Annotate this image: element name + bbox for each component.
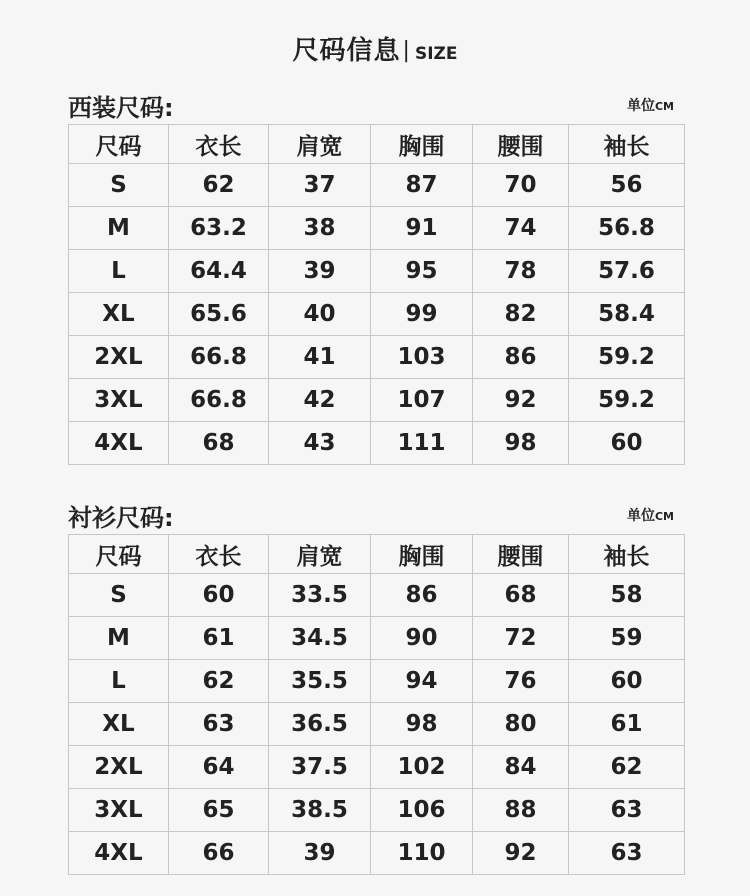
measurement-cell: 35.5 xyxy=(269,660,371,703)
measurement-cell: 74 xyxy=(473,207,569,250)
measurement-cell: 78 xyxy=(473,250,569,293)
size-label-cell: L xyxy=(69,660,169,703)
measurement-cell: 80 xyxy=(473,703,569,746)
table-row xyxy=(69,293,685,336)
size-label-cell: S xyxy=(69,164,169,207)
measurement-cell: 107 xyxy=(371,379,473,422)
measurement-cell: 76 xyxy=(473,660,569,703)
shirt-section-title: 衬衫尺码: xyxy=(68,504,174,532)
measurement-cell: 84 xyxy=(473,746,569,789)
measurement-cell: 64 xyxy=(169,746,269,789)
measurement-cell: 68 xyxy=(473,574,569,617)
measurement-cell: 62 xyxy=(569,746,685,789)
measurement-cell: 37 xyxy=(269,164,371,207)
table-header-row xyxy=(69,125,685,164)
column-header: 肩宽 xyxy=(269,125,371,164)
column-header: 胸围 xyxy=(371,535,473,574)
measurement-cell: 36.5 xyxy=(269,703,371,746)
table-row xyxy=(69,207,685,250)
measurement-cell: 106 xyxy=(371,789,473,832)
size-label-cell: S xyxy=(69,574,169,617)
page-title-en: SIZE xyxy=(414,44,458,64)
table-row xyxy=(69,617,685,660)
measurement-cell: 62 xyxy=(169,164,269,207)
measurement-cell: 41 xyxy=(269,336,371,379)
measurement-cell: 92 xyxy=(473,832,569,875)
measurement-cell: 63 xyxy=(569,789,685,832)
column-header: 尺码 xyxy=(69,535,169,574)
measurement-cell: 91 xyxy=(371,207,473,250)
measurement-cell: 63 xyxy=(569,832,685,875)
column-header: 尺码 xyxy=(69,125,169,164)
table-row xyxy=(69,789,685,832)
measurement-cell: 59.2 xyxy=(569,336,685,379)
measurement-cell: 86 xyxy=(473,336,569,379)
table-row xyxy=(69,574,685,617)
suit-section-header xyxy=(68,88,684,124)
measurement-cell: 98 xyxy=(473,422,569,465)
measurement-cell: 87 xyxy=(371,164,473,207)
measurement-cell: 103 xyxy=(371,336,473,379)
shirt-section-header xyxy=(68,498,684,534)
measurement-cell: 38 xyxy=(269,207,371,250)
table-row xyxy=(69,336,685,379)
shirt-size-table xyxy=(68,534,685,875)
measurement-cell: 111 xyxy=(371,422,473,465)
measurement-cell: 110 xyxy=(371,832,473,875)
size-label-cell: 2XL xyxy=(69,336,169,379)
measurement-cell: 98 xyxy=(371,703,473,746)
column-header: 袖长 xyxy=(569,125,685,164)
measurement-cell: 70 xyxy=(473,164,569,207)
column-header: 衣长 xyxy=(169,125,269,164)
column-header: 袖长 xyxy=(569,535,685,574)
column-header: 腰围 xyxy=(473,125,569,164)
shirt-size-section xyxy=(68,498,684,875)
measurement-cell: 82 xyxy=(473,293,569,336)
measurement-cell: 61 xyxy=(569,703,685,746)
measurement-cell: 66.8 xyxy=(169,379,269,422)
size-label-cell: 3XL xyxy=(69,789,169,832)
suit-unit-label xyxy=(627,95,674,115)
size-label-cell: 4XL xyxy=(69,832,169,875)
size-label-cell: M xyxy=(69,207,169,250)
measurement-cell: 39 xyxy=(269,832,371,875)
measurement-cell: 68 xyxy=(169,422,269,465)
unit-suffix: CM xyxy=(654,510,674,523)
table-row xyxy=(69,832,685,875)
measurement-cell: 99 xyxy=(371,293,473,336)
table-row xyxy=(69,164,685,207)
page-title xyxy=(0,30,750,67)
size-label-cell: L xyxy=(69,250,169,293)
measurement-cell: 34.5 xyxy=(269,617,371,660)
table-row xyxy=(69,703,685,746)
measurement-cell: 92 xyxy=(473,379,569,422)
table-row xyxy=(69,422,685,465)
measurement-cell: 102 xyxy=(371,746,473,789)
measurement-cell: 57.6 xyxy=(569,250,685,293)
column-header: 衣长 xyxy=(169,535,269,574)
measurement-cell: 60 xyxy=(569,660,685,703)
table-row xyxy=(69,746,685,789)
measurement-cell: 66.8 xyxy=(169,336,269,379)
measurement-cell: 65.6 xyxy=(169,293,269,336)
measurement-cell: 86 xyxy=(371,574,473,617)
size-label-cell: 2XL xyxy=(69,746,169,789)
unit-suffix: CM xyxy=(654,100,674,113)
measurement-cell: 61 xyxy=(169,617,269,660)
measurement-cell: 56.8 xyxy=(569,207,685,250)
shirt-unit-label xyxy=(627,505,674,525)
size-label-cell: 4XL xyxy=(69,422,169,465)
title-separator: | xyxy=(402,38,411,63)
table-row xyxy=(69,250,685,293)
measurement-cell: 42 xyxy=(269,379,371,422)
measurement-cell: 56 xyxy=(569,164,685,207)
measurement-cell: 38.5 xyxy=(269,789,371,832)
size-label-cell: XL xyxy=(69,293,169,336)
measurement-cell: 90 xyxy=(371,617,473,660)
measurement-cell: 63.2 xyxy=(169,207,269,250)
measurement-cell: 40 xyxy=(269,293,371,336)
measurement-cell: 59 xyxy=(569,617,685,660)
column-header: 腰围 xyxy=(473,535,569,574)
measurement-cell: 63 xyxy=(169,703,269,746)
measurement-cell: 58.4 xyxy=(569,293,685,336)
page-title-cn: 尺码信息 xyxy=(292,36,401,66)
measurement-cell: 58 xyxy=(569,574,685,617)
measurement-cell: 88 xyxy=(473,789,569,832)
measurement-cell: 62 xyxy=(169,660,269,703)
measurement-cell: 94 xyxy=(371,660,473,703)
suit-size-section xyxy=(68,88,684,465)
measurement-cell: 64.4 xyxy=(169,250,269,293)
measurement-cell: 60 xyxy=(169,574,269,617)
measurement-cell: 72 xyxy=(473,617,569,660)
table-row xyxy=(69,660,685,703)
table-header-row xyxy=(69,535,685,574)
column-header: 胸围 xyxy=(371,125,473,164)
measurement-cell: 33.5 xyxy=(269,574,371,617)
measurement-cell: 39 xyxy=(269,250,371,293)
suit-section-title: 西装尺码: xyxy=(68,94,174,122)
measurement-cell: 95 xyxy=(371,250,473,293)
measurement-cell: 65 xyxy=(169,789,269,832)
measurement-cell: 43 xyxy=(269,422,371,465)
column-header: 肩宽 xyxy=(269,535,371,574)
unit-prefix: 单位 xyxy=(626,98,655,114)
measurement-cell: 37.5 xyxy=(269,746,371,789)
measurement-cell: 66 xyxy=(169,832,269,875)
measurement-cell: 60 xyxy=(569,422,685,465)
suit-size-table xyxy=(68,124,685,465)
size-label-cell: M xyxy=(69,617,169,660)
size-label-cell: 3XL xyxy=(69,379,169,422)
measurement-cell: 59.2 xyxy=(569,379,685,422)
table-row xyxy=(69,379,685,422)
unit-prefix: 单位 xyxy=(626,508,655,524)
size-label-cell: XL xyxy=(69,703,169,746)
